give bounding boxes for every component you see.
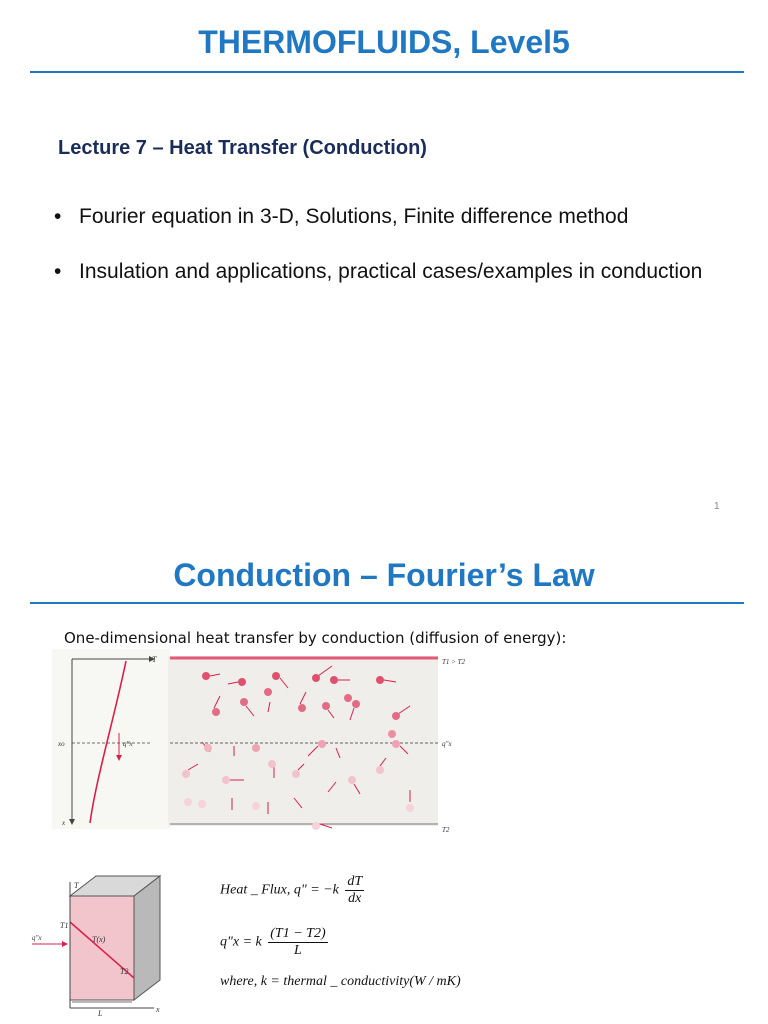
label-Tx: T(x) xyxy=(92,935,106,944)
boundary-label-T2: T2 xyxy=(442,826,450,834)
qx-prefix: q"x = k xyxy=(220,934,262,950)
axis-label-x: x xyxy=(62,819,66,827)
bullet-dot: • xyxy=(54,260,62,283)
page-number: 1 xyxy=(714,501,720,512)
flux-label-qx: q"x xyxy=(442,740,452,748)
axis-label-x: x xyxy=(156,1005,160,1014)
heat-flux-equation xyxy=(220,874,364,907)
bullet-text: Insulation and applications, practical cases/examples in conduction xyxy=(79,260,703,283)
slide-title: Conduction – Fourier’s Law xyxy=(173,557,595,593)
slide-2 xyxy=(0,512,768,1024)
slide-title: THERMOFLUIDS, Level5 xyxy=(198,24,570,60)
bullet-item xyxy=(52,202,732,232)
axis-label-T: T xyxy=(152,655,157,664)
qx-fraction xyxy=(268,926,327,959)
boundary-label-T1-gt-T2: T1 > T2 xyxy=(442,658,466,666)
bullet-text: Fourier equation in 3-D, Solutions, Finite difference method xyxy=(79,205,629,228)
thermal-conductivity-definition: where, k = thermal _ conductivity(W / mK) xyxy=(220,974,461,989)
fraction-numerator: dT xyxy=(347,874,363,889)
heat-flux-prefix: Heat _ Flux, q" = −k xyxy=(220,882,339,898)
fraction-numerator: (T1 − T2) xyxy=(270,926,326,941)
label-T1: T1 xyxy=(60,921,69,930)
axis-label-T: T xyxy=(74,881,79,890)
fraction-denominator: L xyxy=(294,943,302,958)
molecule-diffusion-diagram xyxy=(168,652,480,834)
conduction-block-diagram xyxy=(32,868,182,1018)
qx-equation xyxy=(220,926,328,959)
flux-label-qx: q"x xyxy=(32,934,42,942)
fraction-denominator: dx xyxy=(348,891,362,906)
axis-label-xo: xo xyxy=(58,740,65,748)
temperature-profile-graph xyxy=(52,649,170,829)
label-L: L xyxy=(98,1009,103,1018)
bullet-dot: • xyxy=(54,205,62,228)
title-divider xyxy=(30,602,744,604)
label-T2: T2 xyxy=(120,967,129,976)
bullet-item xyxy=(52,257,732,287)
bullet-list xyxy=(52,202,732,312)
lecture-heading: Lecture 7 – Heat Transfer (Conduction) xyxy=(58,137,427,159)
slide-subtitle: One-dimensional heat transfer by conduction (diffusion of energy): xyxy=(64,629,567,647)
flux-label-qx: q"x xyxy=(123,740,133,748)
heat-flux-fraction xyxy=(345,874,364,907)
title-divider xyxy=(30,71,744,73)
